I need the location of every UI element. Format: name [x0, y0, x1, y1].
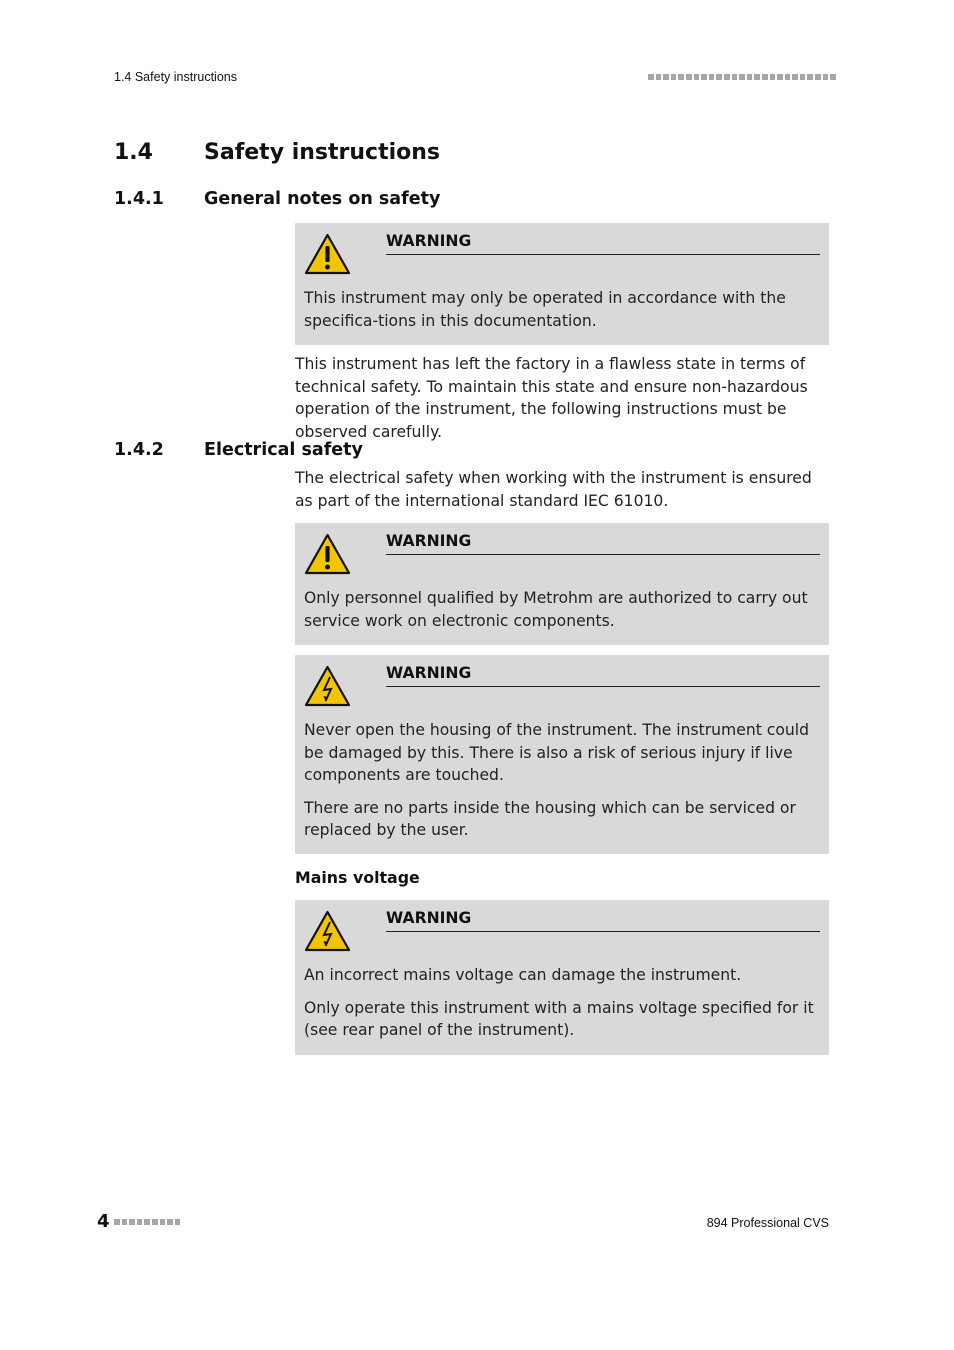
- warning-text: [304, 287, 820, 332]
- footer-decoration-squares: [114, 1219, 180, 1225]
- warning-title: WARNING: [386, 908, 820, 932]
- warning-text: [304, 719, 820, 842]
- electrical-safety-paragraph: The electrical safety when working with the instrument is ensured as part of the international standard IEC 61010.: [295, 469, 812, 510]
- electrical-hazard-icon: [304, 910, 351, 952]
- section-number: 1.4: [114, 140, 153, 165]
- mains-voltage-heading: Mains voltage: [295, 868, 420, 887]
- warning-paragraph: This instrument may only be operated in accordance with the specifica-tions in this documentation.: [304, 289, 786, 330]
- warning-box-mains-voltage: [295, 900, 829, 1055]
- warning-box-housing: [295, 655, 829, 854]
- running-header-title: 1.4 Safety instructions: [114, 70, 237, 84]
- warning-paragraph: Only personnel qualified by Metrohm are authorized to carry out service work on electronic components.: [304, 589, 808, 630]
- warning-title: WARNING: [386, 663, 820, 687]
- subsection-number-electrical: 1.4.2: [114, 440, 164, 460]
- subsection-title-electrical: Electrical safety: [204, 440, 363, 460]
- warning-text: [304, 964, 820, 1042]
- warning-paragraph: An incorrect mains voltage can damage the instrument.: [304, 966, 742, 984]
- subsection-number-general: 1.4.1: [114, 189, 164, 209]
- footer-product-title: 894 Professional CVS: [706, 1216, 829, 1230]
- warning-paragraph: Never open the housing of the instrument. The instrument could be damaged by this. There is also a risk of serious injury if live components are touched.: [304, 721, 810, 784]
- section-title: Safety instructions: [204, 140, 440, 165]
- warning-text: [304, 587, 820, 632]
- warning-title: WARNING: [386, 531, 820, 555]
- warning-title: WARNING: [386, 231, 820, 255]
- warning-paragraph: Only operate this instrument with a mains voltage specified for it (see rear panel of the instrument).: [304, 998, 814, 1039]
- warning-paragraph: There are no parts inside the housing which can be serviced or replaced by the user.: [304, 798, 796, 839]
- page-number: 4: [97, 1211, 110, 1232]
- header-decoration-squares: [648, 74, 836, 80]
- warning-box-personnel: [295, 523, 829, 645]
- warning-box-general: [295, 223, 829, 345]
- electrical-hazard-icon: [304, 665, 351, 707]
- subsection-title-general: General notes on safety: [204, 189, 441, 209]
- general-safety-paragraph: This instrument has left the factory in a flawless state in terms of technical safety. To maintain this state and ensure non-hazardous operation of the instrument, the following instructions must be observed carefully.: [295, 355, 808, 441]
- general-warning-icon: [304, 533, 351, 575]
- general-warning-icon: [304, 233, 351, 275]
